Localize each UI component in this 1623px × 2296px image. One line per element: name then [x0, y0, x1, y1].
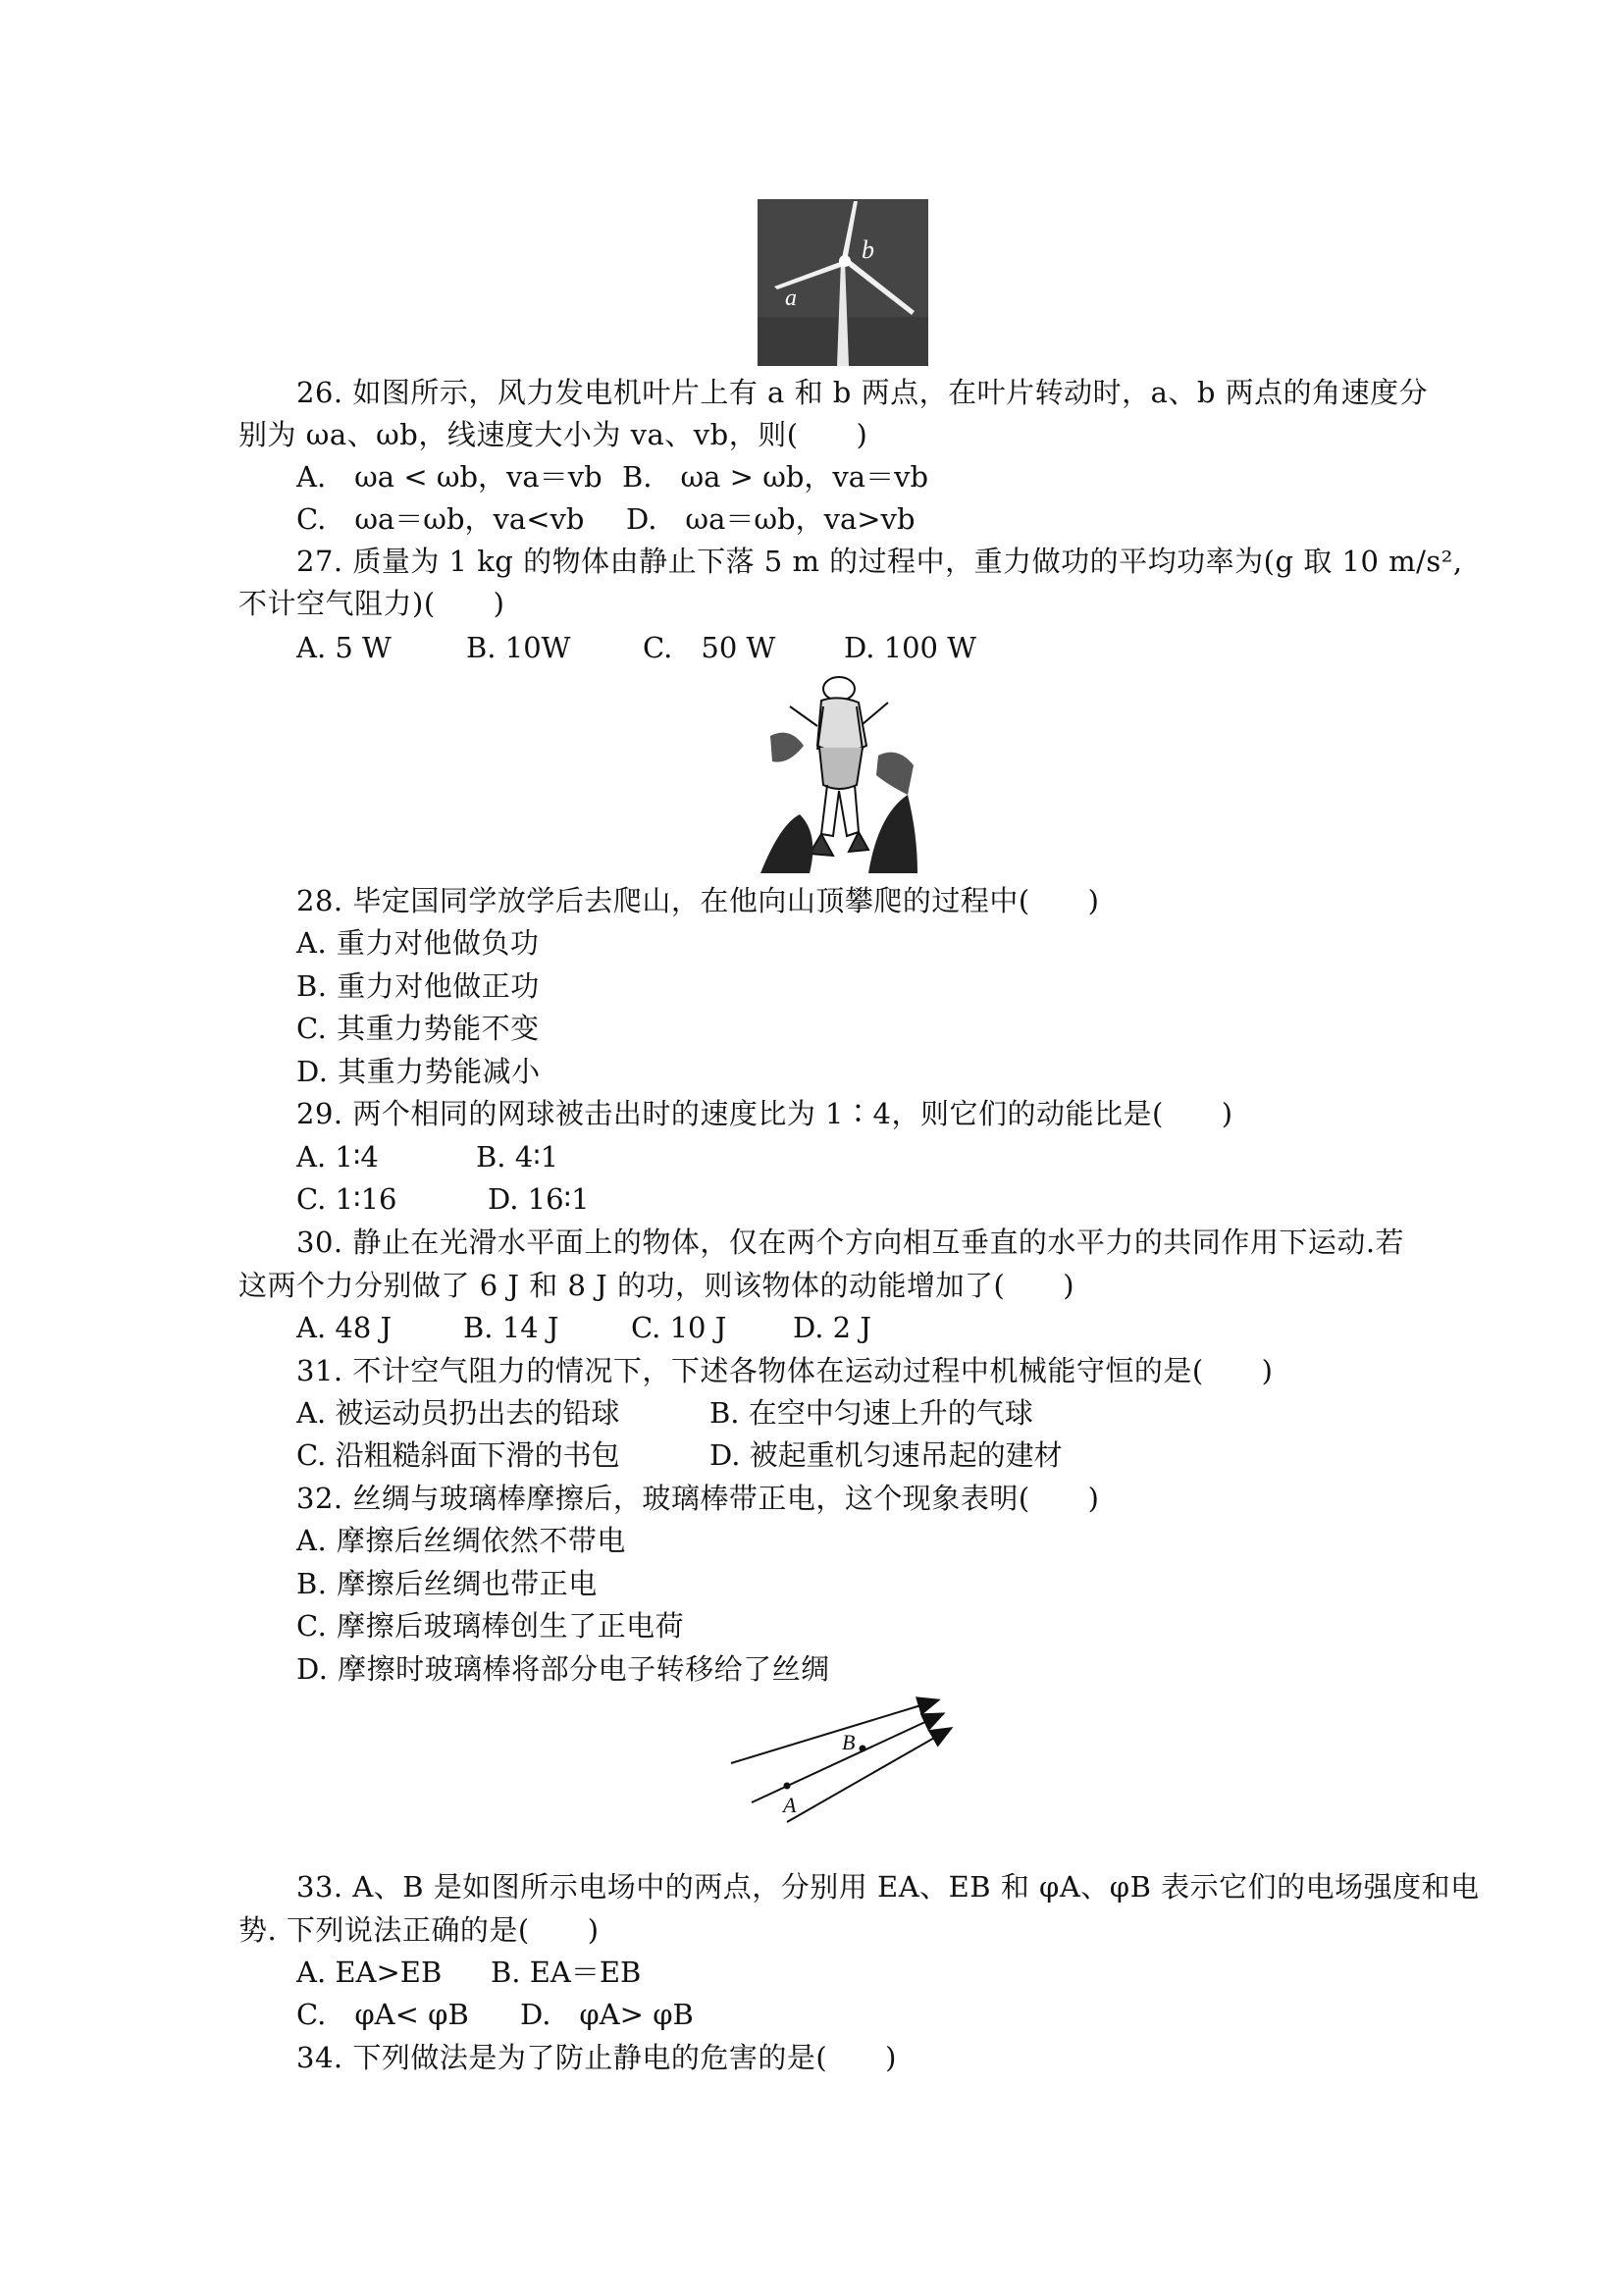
q34-stem: 34. 下列做法是为了防止静电的危害的是( ) [296, 2041, 897, 2074]
q30-stem-line2: 这两个力分别做了 6 J 和 8 J 的功，则该物体的动能增加了( ) [238, 1269, 1075, 1302]
q29-option-a[interactable]: A. 1∶4 [296, 1140, 379, 1174]
q32-stem: 32. 丝绸与玻璃棒摩擦后，玻璃棒带正电，这个现象表明( ) [296, 1482, 1100, 1515]
q33-stem-line1: 33. A、B 是如图所示电场中的两点，分别用 EA、EB 和 φA、φB 表示它们的电场强度和电 [296, 1870, 1480, 1904]
turbine-label-b: b [862, 235, 874, 264]
wind-turbine-illustration [758, 199, 928, 366]
q27-option-a[interactable]: A. 5 W [296, 631, 392, 664]
q31-option-d[interactable]: D. 被起重机匀速吊起的建材 [709, 1438, 1063, 1472]
q28-option-a[interactable]: A. 重力对他做负功 [296, 926, 540, 960]
q30-option-b[interactable]: B. 14 J [463, 1311, 559, 1344]
q29-stem: 29. 两个相同的网球被击出时的速度比为 1∶4，则它们的动能比是( ) [296, 1097, 1233, 1130]
q29-option-b[interactable]: B. 4∶1 [476, 1140, 559, 1174]
q30-stem-line1: 30. 静止在光滑水平面上的物体，仅在两个方向相互垂直的水平力的共同作用下运动.若 [296, 1226, 1405, 1259]
q30-option-c[interactable]: C. 10 J [631, 1311, 727, 1344]
q33-stem-line2: 势. 下列说法正确的是( ) [238, 1913, 600, 1947]
q29-option-c[interactable]: C. 1∶16 [296, 1182, 397, 1216]
q27-option-d[interactable]: D. 100 W [844, 631, 977, 664]
q33-option-c[interactable]: C. φA< φB [296, 1998, 469, 2031]
q28-option-b[interactable]: B. 重力对他做正功 [296, 969, 540, 1003]
climber-figure [760, 667, 917, 873]
q27-stem-line2: 不计空气阻力)( ) [238, 587, 505, 620]
q26-option-d[interactable]: D. ωa＝ωb，va>vb [626, 502, 916, 536]
field-label-b: B [842, 1730, 856, 1754]
q31-stem: 31. 不计空气阻力的情况下，下述各物体在运动过程中机械能守恒的是( ) [296, 1354, 1274, 1387]
q30-option-d[interactable]: D. 2 J [793, 1311, 871, 1344]
q32-option-c[interactable]: C. 摩擦后玻璃棒创生了正电荷 [296, 1609, 685, 1643]
electric-field-figure [726, 1693, 957, 1825]
q27-stem-line1: 27. 质量为 1 kg 的物体由静止下落 5 m 的过程中，重力做功的平均功率为(g 取 10 m/s², [296, 545, 1463, 578]
q28-option-d[interactable]: D. 其重力势能减小 [296, 1055, 541, 1088]
q30-option-a[interactable]: A. 48 J [296, 1311, 393, 1344]
q32-option-a[interactable]: A. 摩擦后丝绸依然不带电 [296, 1524, 626, 1557]
q31-option-c[interactable]: C. 沿粗糙斜面下滑的书包 [296, 1438, 620, 1472]
climber-illustration [760, 667, 917, 873]
q32-option-d[interactable]: D. 摩擦时玻璃棒将部分电子转移给了丝绸 [296, 1652, 830, 1686]
q28-stem: 28. 毕定国同学放学后去爬山，在他向山顶攀爬的过程中( ) [296, 884, 1100, 917]
q29-option-d[interactable]: D. 16∶1 [488, 1182, 590, 1216]
q31-option-b[interactable]: B. 在空中匀速上升的气球 [709, 1396, 1033, 1430]
q26-option-c[interactable]: C. ωa＝ωb，va<vb [296, 502, 585, 536]
q26-stem-line2: 别为 ωa、ωb，线速度大小为 va、vb，则( ) [238, 418, 868, 451]
q27-option-b[interactable]: B. 10W [466, 631, 571, 664]
q32-option-b[interactable]: B. 摩擦后丝绸也带正电 [296, 1567, 598, 1600]
wind-turbine-figure [758, 199, 928, 366]
q33-option-b[interactable]: B. EA＝EB [491, 1956, 642, 1989]
turbine-label-a: a [785, 286, 797, 311]
q26-option-b[interactable]: B. ωa > ωb，va＝vb [622, 460, 929, 494]
q33-option-a[interactable]: A. EA>EB [296, 1956, 443, 1989]
q26-option-a[interactable]: A. ωa < ωb，va＝vb [296, 460, 602, 494]
q28-option-c[interactable]: C. 其重力势能不变 [296, 1012, 540, 1045]
electric-field-lines [726, 1693, 957, 1825]
q27-option-c[interactable]: C. 50 W [643, 631, 776, 664]
q33-option-d[interactable]: D. φA> φB [520, 1998, 694, 2031]
q31-option-a[interactable]: A. 被运动员扔出去的铅球 [296, 1396, 620, 1430]
field-label-a: A [783, 1793, 797, 1817]
q26-stem-line1: 26. 如图所示，风力发电机叶片上有 a 和 b 两点，在叶片转动时，a、b 两点的角速度分 [296, 376, 1429, 409]
